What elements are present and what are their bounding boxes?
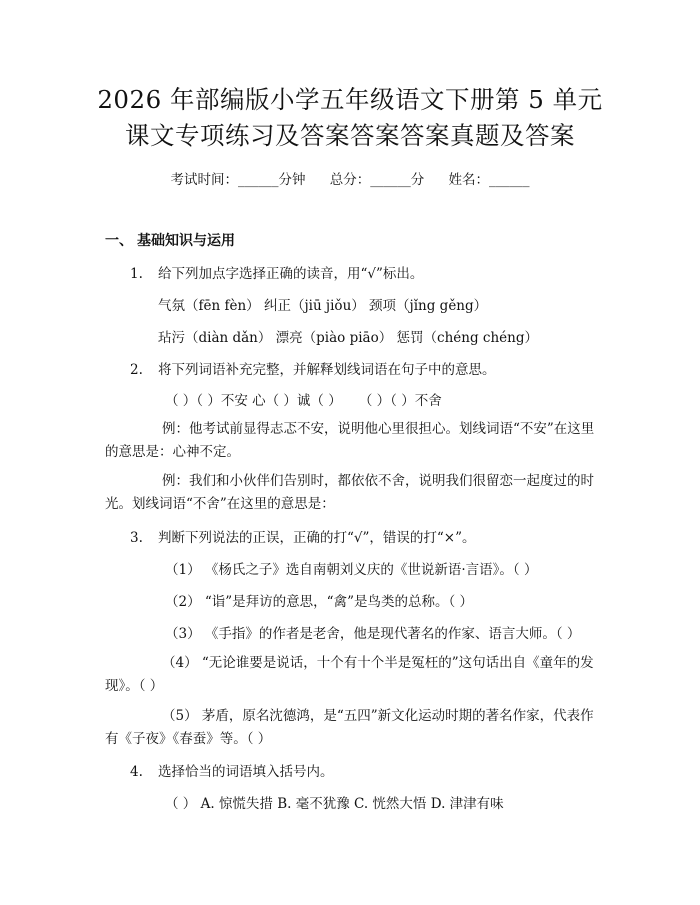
example-2: 例：我们和小伙伴们告别时，都依依不舍，说明我们很留恋一起度过的时光。划线词语“不舍”在这里的意思是： (105, 473, 594, 512)
judge-item-3: （3） 《手指》的作者是老舍，他是现代著名的作家、语言大师。（ ） (165, 626, 581, 642)
question-4 (130, 760, 334, 780)
question-number: 2. (130, 362, 143, 378)
pinyin-row-2: 玷污（diàn dǎn） 漂亮（piào piāo） 惩罚（chéng chéng） (158, 330, 538, 346)
question-1 (130, 262, 423, 282)
question-3 (130, 526, 476, 546)
question-2 (130, 358, 496, 378)
word-options: （ ） A. 惊慌失措 B. 毫不犹豫 C. 恍然大悟 D. 津津有味 (165, 796, 504, 812)
question-text: 给下列加点字选择正确的读音，用“√”标出。 (158, 266, 424, 282)
section-number: 一、 (105, 233, 133, 249)
question-text: 选择恰当的词语填入括号内。 (158, 764, 334, 780)
question-text: 判断下列说法的正误，正确的打“√”，错误的打“×”。 (158, 530, 476, 546)
exam-time: 考试时间：______分钟 (170, 172, 306, 188)
question-number: 4. (130, 764, 143, 780)
pinyin-row-1: 气氛（fēn fèn） 纠正（jiū jiǒu） 颈项（jǐng gěng） (158, 298, 488, 314)
example-1: 例：他考试前显得志忑不安，说明他心里很担心。划线词语“不安”在这里的意思是：心神不定。 (105, 421, 595, 460)
judge-item-2: （2） “诣”是拜访的意思，“禽”是鸟类的总称。（ ） (165, 594, 474, 610)
section-heading (105, 230, 235, 250)
question-text: 将下列词语补充完整，并解释划线词语在句子中的意思。 (158, 362, 496, 378)
word-blanks: （ ）（ ）不安 心（ ）诚（ ） （ ）（ ）不舍 (165, 393, 442, 409)
judge-item-5: （5） 茅盾，原名沈德鸿，是“五四”新文化运动时期的著名作家，代表作有《子夜》《春蚕》等。（ ） (105, 708, 594, 747)
judge-item-1: （1） 《杨氏之子》选自南朝刘义庆的《世说新语·言语》。（ ） (165, 562, 538, 578)
document-title-line1: 2026 年部编版小学五年级语文下册第 5 单元 (97, 85, 603, 114)
question-number: 3. (130, 530, 143, 546)
section-title: 基础知识与运用 (137, 233, 235, 249)
exam-name: 姓名：______ (448, 172, 530, 188)
document-title-line2: 课文专项练习及答案答案答案真题及答案 (125, 121, 575, 150)
judge-item-4: （4） “无论谁要是说话，十个有十个半是冤枉的”这句话出自《童年的发现》。（ ） (105, 655, 594, 694)
exam-score: 总分：______分 (329, 172, 425, 188)
question-number: 1. (130, 266, 143, 282)
exam-info (0, 168, 700, 188)
